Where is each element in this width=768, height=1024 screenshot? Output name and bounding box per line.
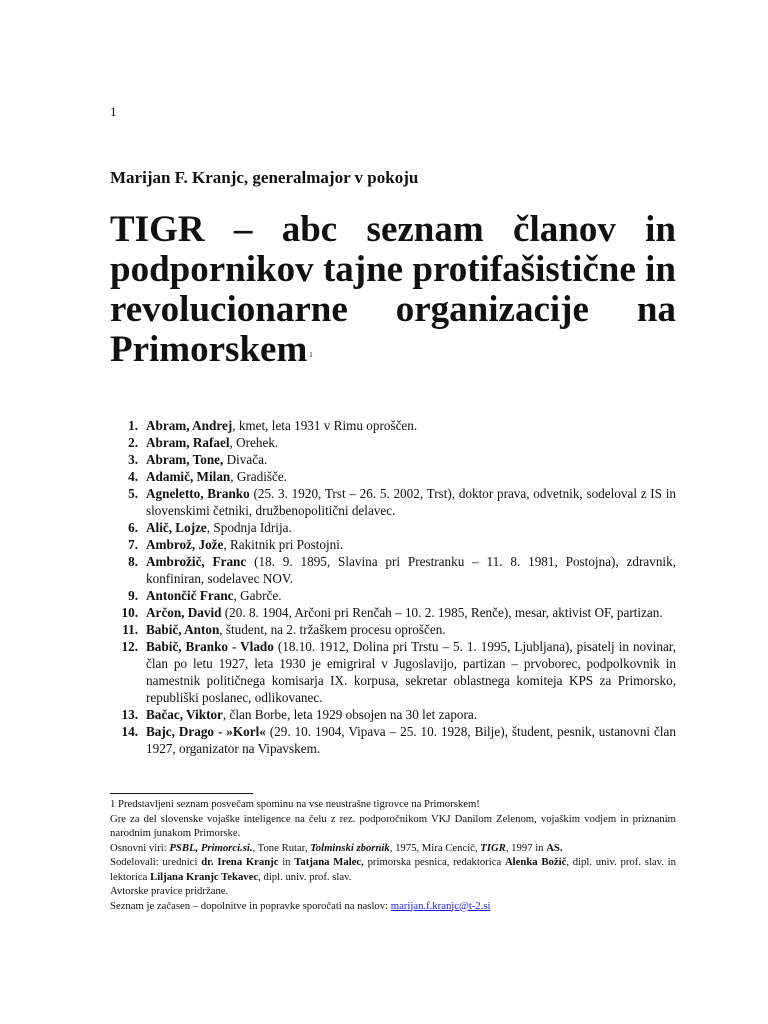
footnote-separator <box>110 793 253 794</box>
item-number: 2. <box>128 435 138 450</box>
member-description: Divača. <box>223 452 268 467</box>
item-number: 13. <box>121 707 138 722</box>
list-item <box>110 706 676 723</box>
item-number: 14. <box>121 724 138 739</box>
list-item <box>110 536 676 553</box>
item-number: 4. <box>128 469 138 484</box>
list-item <box>110 604 676 621</box>
member-name: Babič, Branko - Vlado <box>146 639 274 654</box>
list-item <box>110 621 676 638</box>
list-item <box>110 519 676 536</box>
list-item <box>110 417 676 434</box>
item-number: 7. <box>128 537 138 552</box>
member-description: , kmet, leta 1931 v Rimu oproščen. <box>232 418 418 433</box>
member-name: Arčon, David <box>146 605 222 620</box>
item-number: 6. <box>128 520 138 535</box>
title-text: TIGR – abc seznam članov in podpornikov tajne protifašistične in revolucionarne organizacije na Primorskem <box>110 209 676 370</box>
item-number: 11. <box>122 622 138 637</box>
footnote-contact: Seznam je začasen – dopolnitve in popravke sporočati na naslov: marijan.f.kranjc@t-2.si <box>110 899 491 912</box>
document-title <box>110 210 676 379</box>
footnote <box>110 797 676 913</box>
member-description: (20. 8. 1904, Arčoni pri Renčah – 10. 2. 1985, Renče), mesar, aktivist OF, partizan. <box>221 605 663 620</box>
member-description: , Gabrče. <box>233 588 282 603</box>
list-item <box>110 587 676 604</box>
footnote-sources: Osnovni viri: PSBL, Primorci.si., Tone Rutar, Tolminski zbornik, 1975, Mira Cencič, TIGR, 1997 in AS. <box>110 841 563 854</box>
member-description: , Rakitnik pri Postojni. <box>223 537 344 552</box>
list-item <box>110 485 676 519</box>
page-number: 1 <box>110 104 117 119</box>
member-name: Antončič Franc <box>146 588 234 603</box>
footnote-collaborators: Sodelovali: urednici dr. Irena Kranjc in Tatjana Malec, primorska pesnica, redaktorica Alenka Božič, dipl. univ. prof. slav. in lektorica Liljana Kranjc Tekavec, dipl. univ. prof. slav. <box>110 856 676 883</box>
member-name: Ambrožič, Franc <box>146 554 247 569</box>
member-description: , študent, na 2. tržaškem procesu oproščen. <box>219 622 446 637</box>
member-name: Agneletto, Branko <box>146 486 250 501</box>
item-number: 3. <box>128 452 138 467</box>
member-description: , član Borbe, leta 1929 obsojen na 30 let zapora. <box>222 707 478 722</box>
member-description: , Spodnja Idrija. <box>206 520 292 535</box>
item-number: 10. <box>121 605 138 620</box>
item-number: 5. <box>128 486 138 501</box>
member-list <box>110 417 676 757</box>
member-name: Ambrož, Jože <box>146 537 224 552</box>
member-description: (25. 3. 1920, Trst – 26. 5. 2002, Trst), doktor prava, odvetnik, sodeloval z IS in slovenskimi četniki, družbenopolitični delavec. <box>146 486 676 518</box>
member-name: Abram, Andrej <box>146 418 233 433</box>
member-name: Bačac, Viktor <box>146 707 223 722</box>
footnote-dedication: 1 Predstavljeni seznam posvečam spominu na vse neustrašne tigrovce na Primorskem! <box>110 798 480 810</box>
member-description: , Orehek. <box>229 435 279 450</box>
contact-email-link[interactable]: marijan.f.kranjc@t-2.si <box>390 899 491 912</box>
author-line: Marijan F. Kranjc, generalmajor v pokoju <box>110 168 419 187</box>
member-name: Bajc, Drago - »Korl« <box>146 724 266 739</box>
member-name: Abram, Tone, <box>146 452 224 467</box>
member-description: (18.10. 1912, Dolina pri Trstu – 5. 1. 1995, Ljubljana), pisatelj in novinar, član po letu 1927, leta 1930 je emigriral v Jugoslavijo, partizan – prvoborec, podpolkovnik in namestnik političnega komisarja IX. korpusa, sekretar oblastnega komiteja KPS za Primorsko, republiški poslanec, odlikovanec. <box>146 639 676 705</box>
item-number: 9. <box>128 588 138 603</box>
list-item <box>110 468 676 485</box>
item-number: 8. <box>128 554 138 569</box>
member-name: Alič, Lojze <box>146 520 207 535</box>
footnote-description: Gre za del slovenske vojaške inteligence na čelu z rez. podporočnikom VKJ Danilom Zelenom, vojaškim vodjem in priznanim narodnim junakom Primorske. <box>110 812 676 839</box>
member-description: (29. 10. 1904, Vipava – 25. 10. 1928, Bilje), študent, pesnik, ustanovni član 1927, organizator na Vipavskem. <box>146 724 676 756</box>
item-number: 1. <box>128 418 138 433</box>
member-description: , Gradišče. <box>230 469 288 484</box>
member-name: Babič, Anton <box>146 622 220 637</box>
list-item <box>110 638 676 706</box>
list-item <box>110 723 676 757</box>
member-description: (18. 9. 1895, Slavina pri Prestranku – 11. 8. 1981, Postojna), zdravnik, konfiniran, sodelavec NOV. <box>146 554 676 586</box>
list-item <box>110 451 676 468</box>
list-item <box>110 434 676 451</box>
member-name: Adamič, Milan <box>146 469 231 484</box>
item-number: 12. <box>121 639 138 654</box>
footnote-rights: Avtorske pravice pridržane. <box>110 885 229 897</box>
member-name: Abram, Rafael <box>146 435 230 450</box>
title-footnote-ref[interactable]: 1 <box>309 351 313 359</box>
list-item <box>110 553 676 587</box>
